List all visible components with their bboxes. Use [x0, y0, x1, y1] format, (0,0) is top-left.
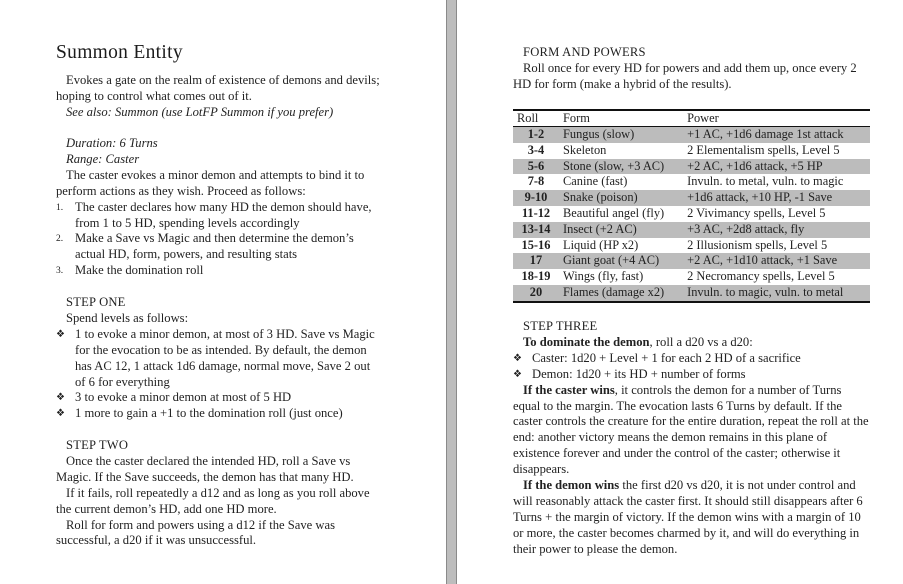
roll-cell: 13-14 — [513, 222, 559, 238]
forms-table-wrap — [513, 109, 870, 303]
diamond-bullet-icon: ❖ — [56, 408, 65, 420]
power-cell: +1d6 attack, +10 HP, -1 Save — [683, 190, 870, 206]
power-cell: +3 AC, +2d8 attack, fly — [683, 222, 870, 238]
table-row — [513, 222, 870, 238]
roll-cell: 5-6 — [513, 159, 559, 175]
see-also: See also: Summon (use LotFP Summon if you prefer) — [66, 104, 334, 119]
table-row — [513, 174, 870, 190]
roll-cell: 18-19 — [521, 269, 551, 284]
diamond-bullet-icon: ❖ — [56, 392, 65, 404]
step-three-block — [513, 319, 870, 558]
step-two-p2: If it fails, roll repeatedly a d12 and as long as you roll above the current demon’s HD, add one HD more. — [56, 485, 370, 516]
power-cell: +1 AC, +1d6 damage 1st attack — [683, 127, 870, 143]
power-cell: 2 Necromancy spells, Level 5 — [687, 269, 835, 284]
table-row — [513, 143, 870, 159]
table-row — [513, 159, 870, 175]
step-three-list — [513, 351, 870, 383]
list-item: 2. Make a Save vs Magic and then determine the demon’s actual HD, form, powers, and resulting stats — [56, 231, 354, 262]
header-power: Power — [683, 110, 870, 127]
list-number: 2. — [56, 234, 64, 245]
list-item: ❖ Demon: 1d20 + its HD + number of forms — [513, 366, 746, 381]
step-one-block — [56, 295, 382, 422]
step-one-lead: Spend levels as follows: — [66, 310, 189, 325]
step-one-list — [56, 327, 382, 422]
step-three-heading: STEP THREE — [523, 319, 598, 333]
forms-table-body — [513, 127, 870, 302]
table-row — [513, 190, 870, 206]
roll-cell: 15-16 — [521, 237, 551, 252]
form-cell: Snake (poison) — [559, 190, 683, 206]
table-row — [513, 127, 870, 143]
power-cell: +2 AC, +1d10 attack, +1 Save — [683, 253, 870, 269]
caster-wins-paragraph: If the caster wins, it controls the demon for a number of Turns equal to the margin. The evocation lasts 6 Turns by default. If the caster controls the creature for the entire duration, repeat the roll at the end: another victory means the demon remains in this plane of existence forever and under the control of the caster; otherwise it disappears. — [513, 382, 869, 477]
procedure-list — [56, 200, 382, 280]
forms-powers-table — [513, 109, 870, 303]
list-item: 1. The caster declares how many HD the demon should have, from 1 to 5 HD, spending levels accordingly — [56, 199, 372, 230]
header-form: Form — [559, 110, 683, 127]
diamond-bullet-icon: ❖ — [513, 368, 522, 380]
form-cell: Giant goat (+4 AC) — [559, 253, 683, 269]
list-item: ❖ 1 more to gain a +1 to the domination roll (just once) — [56, 406, 343, 421]
form-cell: Liquid (HP x2) — [563, 237, 639, 252]
power-cell: 2 Vivimancy spells, Level 5 — [687, 205, 826, 220]
form-cell: Wings (fly, fast) — [563, 269, 644, 284]
form-cell: Flames (damage x2) — [559, 285, 683, 302]
spell-intro-block — [56, 73, 382, 121]
roll-cell: 9-10 — [513, 190, 559, 206]
list-item: ❖ Caster: 1d20 + Level + 1 for each 2 HD of a sacrifice — [513, 350, 801, 365]
table-row — [513, 206, 870, 222]
form-cell: Insect (+2 AC) — [559, 222, 683, 238]
form-cell: Fungus (slow) — [559, 127, 683, 143]
list-item: ❖ 3 to evoke a minor demon at most of 5 HD — [56, 390, 292, 405]
spell-intro: Evokes a gate on the realm of existence of demons and devils; hoping to control what comes out of it. — [56, 73, 380, 103]
step-two-block — [56, 438, 382, 549]
book-spine — [446, 0, 457, 584]
demon-wins-paragraph: If the demon wins the first d20 vs d20, it is not under control and will reasonably attack the caster first. It should still disappears after 6 Turns + the margin of victory. If the demon wins with a margin of 10 or more, the caster becomes charmed by it, and will do everything in their power to please the demon. — [513, 478, 863, 556]
list-item: ❖ 1 to evoke a minor demon, at most of 3 HD. Save vs Magic for the evocation to be as intended. By default, the demon has AC 12, 1 attack 1d6 damage, normal move, Save 2 out of 6 for everything — [56, 326, 375, 389]
power-cell: Invuln. to magic, vuln. to metal — [683, 285, 870, 302]
step-two-p3: Roll for form and powers using a d12 if the Save was successful, a d20 if it was unsuccessful. — [56, 517, 335, 548]
table-row — [513, 269, 870, 285]
step-one-heading: STEP ONE — [66, 295, 126, 309]
form-powers-block — [513, 45, 870, 93]
form-cell: Stone (slow, +3 AC) — [559, 159, 683, 175]
spell-stats-block — [56, 136, 382, 279]
list-number: 1. — [56, 202, 64, 213]
form-cell: Beautiful angel (fly) — [563, 205, 665, 220]
form-powers-heading: FORM AND POWERS — [523, 45, 646, 59]
roll-cell: 3-4 — [527, 142, 545, 157]
form-powers-intro: Roll once for every HD for powers and add them up, once every 2 HD for form (make a hybrid of the results). — [513, 60, 857, 91]
header-roll: Roll — [513, 110, 559, 127]
power-cell: 2 Elementalism spells, Level 5 — [687, 142, 840, 157]
diamond-bullet-icon: ❖ — [513, 352, 522, 364]
form-cell: Skeleton — [563, 142, 607, 157]
power-cell: Invuln. to metal, vuln. to magic — [687, 174, 844, 189]
duration-line: Duration: 6 Turns — [66, 136, 158, 150]
roll-cell: 7-8 — [527, 174, 545, 189]
step-three-lead: To dominate the demon, roll a d20 vs a d20: — [523, 334, 753, 349]
form-cell: Canine (fast) — [563, 174, 628, 189]
roll-cell: 11-12 — [521, 205, 551, 220]
range-line: Range: Caster — [66, 151, 140, 166]
table-row — [513, 285, 870, 302]
table-row — [513, 253, 870, 269]
step-two-p1: Once the caster declared the intended HD, roll a Save vs Magic. If the Save succeeds, the demon has that many HD. — [56, 453, 354, 484]
table-row — [513, 238, 870, 254]
roll-cell: 20 — [513, 285, 559, 302]
table-header-row — [513, 110, 870, 127]
list-number: 3. — [56, 266, 64, 277]
list-item: 3. Make the domination roll — [56, 263, 382, 279]
diamond-bullet-icon: ❖ — [56, 328, 65, 340]
roll-cell: 1-2 — [513, 127, 559, 143]
power-cell: +2 AC, +1d6 attack, +5 HP — [683, 159, 870, 175]
step-two-heading: STEP TWO — [66, 438, 129, 452]
roll-cell: 17 — [513, 253, 559, 269]
spell-description: The caster evokes a minor demon and attempts to bind it to perform actions as they wish. Proceed as follows: — [56, 167, 365, 198]
page-title: Summon Entity — [56, 42, 183, 63]
power-cell: 2 Illusionism spells, Level 5 — [687, 237, 828, 252]
